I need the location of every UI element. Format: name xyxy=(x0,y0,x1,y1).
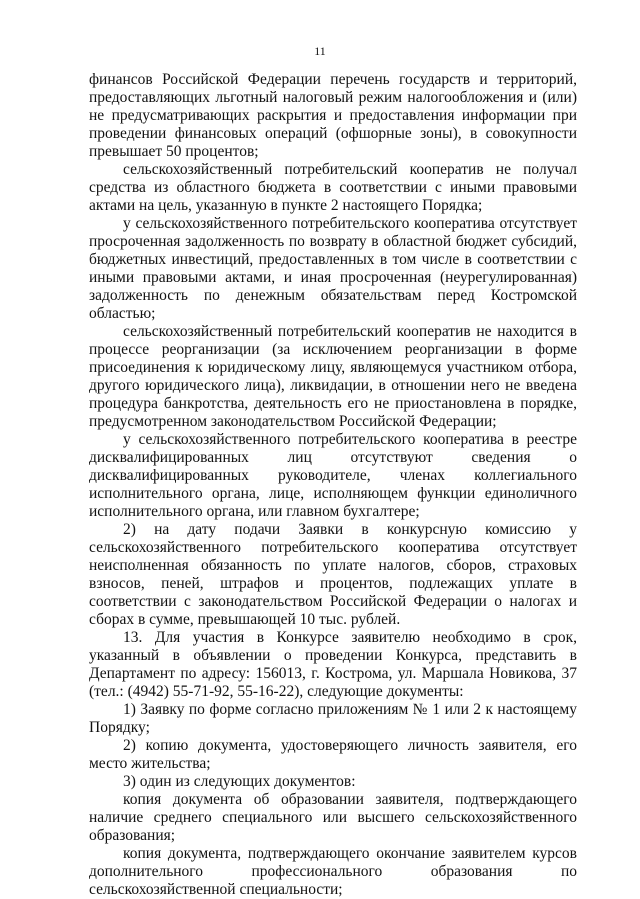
list-item-application: 1) Заявку по форме согласно приложениям № 1 или 2 к настоящему Порядку; xyxy=(89,701,577,736)
paragraph-no-overdue-debt: у сельскохозяйственного потребительского кооператива отсутствует просроченная задолженность по возврату в областной бюджет субсидий, бюджетных инвестиций, предоставленных в том числе в соответствии с иными правовыми актами, и иная просроченная (неурегулированная) задолженность по денежным обязательствам перед Костромской областью; xyxy=(89,215,577,322)
paragraph-offshore-continuation: финансов Российской Федерации перечень государств и территорий, предоставляющих льготный налоговый режим налогообложения и (или) не предусматривающих раскрытия и предоставления информации при проведении финансовых операций (офшорные зоны), в совокупности превышает 50 процентов; xyxy=(89,71,577,160)
paragraph-no-budget-funds: сельскохозяйственный потребительский кооператив не получал средства из областного бюджета в соответствии с иными правовыми актами на цель, указанную в пункте 2 настоящего Порядка; xyxy=(89,161,577,214)
document-body xyxy=(89,71,577,899)
list-item-identity-document: 2) копию документа, удостоверяющего личность заявителя, его место жительства; xyxy=(89,737,577,772)
list-item-one-of-documents: 3) один из следующих документов: xyxy=(123,773,356,790)
paragraph-no-reorganization: сельскохозяйственный потребительский кооператив не находится в процессе реорганизации (за исключением реорганизации в форме присоединения к юридическому лицу, являющемуся участником отбора, другого юридического лица), ликвидации, в отношении него не введена процедура банкротства, деятельность его не приостановлена в порядке, предусмотренном законодательством Российской Федерации; xyxy=(89,323,577,430)
paragraph-education-document: копия документа об образовании заявителя, подтверждающего наличие среднего специального или высшего сельскохозяйственного образования; xyxy=(89,791,577,844)
paragraph-section-13: 13. Для участия в Конкурсе заявителю необходимо в срок, указанный в объявлении о проведении Конкурса, представить в Департамент по адресу: 156013, г. Кострома, ул. Маршала Новикова, 37 (тел.: (4942) 55-71-92, 55-16-22), следующие документы: xyxy=(89,629,577,700)
paragraph-courses-document: копия документа, подтверждающего окончание заявителем курсов дополнительного профессионального образования по сельскохозяйственной специальности; xyxy=(89,845,577,898)
paragraph-no-tax-arrears: 2) на дату подачи Заявки в конкурсную комиссию у сельскохозяйственного потребительского кооператива отсутствует неисполненная обязанность по уплате налогов, сборов, страховых взносов, пеней, штрафов и процентов, подлежащих уплате в соответствии с законодательством Российской Федерации о налогах и сборах в сумме, превышающей 10 тыс. рублей. xyxy=(89,521,577,628)
paragraph-no-disqualified-persons: у сельскохозяйственного потребительского кооператива в реестре дисквалифицированных лиц отсутствуют сведения о дисквалифицированных руководителе, членах коллегиального исполнительного органа, лице, исполняющем функции единоличного исполнительного органа, или главном бухгалтере; xyxy=(89,431,577,520)
page-number: 11 xyxy=(314,44,326,58)
